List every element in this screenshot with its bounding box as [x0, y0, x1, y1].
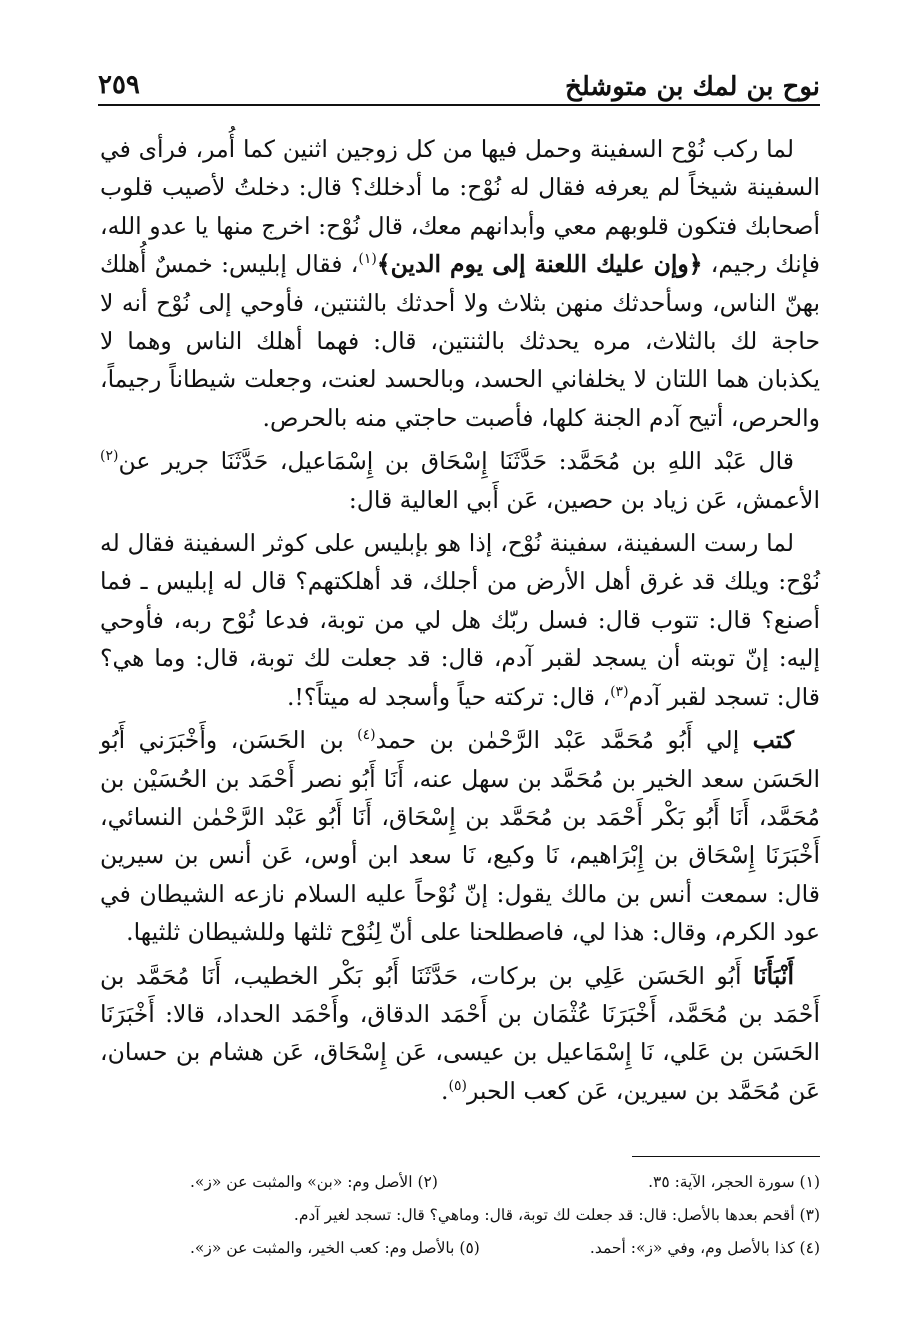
- bold-text: كتب: [752, 726, 795, 755]
- text-run: الأعمش، عَن زياد بن حصين، عَن أَبي العالية قال:: [348, 485, 820, 514]
- bold-text: ﴿وإن عليك اللعنة إلى يوم الدين﴾: [376, 250, 703, 279]
- footnote-marker: (٤): [357, 727, 376, 744]
- footnote-2: (٢) الأصل وم: «بن» والمثبت عن «ز».: [190, 1173, 438, 1191]
- footnote-row: [100, 1166, 820, 1199]
- footnote-marker: (٣): [610, 683, 629, 700]
- paragraph: [100, 957, 820, 1111]
- footnote-4: (٤) كذا بالأصل وم، وفي «ز»: أحمد.: [589, 1239, 820, 1257]
- footnote-marker: (٢): [100, 448, 119, 465]
- footnotes: [100, 1166, 820, 1265]
- text-run: ، قال: تركته حياً وأسجد له ميتاً؟!.: [286, 682, 611, 711]
- paragraph: [100, 442, 820, 519]
- text-run: لما رست السفينة، سفينة نُوْح، إذا هو بإبليس على كوثر السفينة فقال له نُوْح: ويلك قد غرق أهل الأرض من أجلك، قد أهلكتهم؟ قال له إبليس ـ فما أصنع؟ قال: تتوب قال: فسل ربّك هل لي من توبة، فدعا نُوْح ربه، فأوحي إليه: إنّ توبته أن يسجد لقبر آدم، قال: قد جعلت لك توبة، قال: وما هي؟ قال: تسجد لقبر آدم: [100, 529, 820, 711]
- footnote-separator: [632, 1156, 820, 1157]
- text-run: .: [441, 1076, 449, 1105]
- paragraph: [100, 130, 820, 437]
- text-run: أَبُو الحَسَن عَلِي بن بركات، حَدَّثَنَا أَبُو بَكْر الخطيب، أَنَا مُحَمَّد بن أَحْمَد بن مُحَمَّد، أَخْبَرَنَا عُثْمَان بن أَحْمَد الدقاق، وأَحْمَد الحداد، قالا: أَخْبَرَنَا الحَسَن بن عَلي، نَا إِسْمَاعيل بن عيسى، عَن إِسْحَاق، عَن هشام بن حسان، عَن مُحَمَّد بن سيرين، عَن كعب الحبر: [100, 961, 820, 1105]
- paragraph: [100, 721, 820, 951]
- text-run: ، فقال إبليس: خمسٌ أُهلك بهنّ الناس، وسأحدثك منهن بثلاث ولا أحدثك بالثنتين، فأوحي إلى نُوْح أنه لا حاجة لك بالثلاث، مره يحدثك بالثنتين، قال: فهما أهلك الناس وهما لا يكذبان هما اللتان لا يخلفاني الحسد، وبالحسد لعنت، وجعلت شيطاناً رجيماً، والحرص، أتيح آدم الجنة كلها، فأصبت حاجتي منه بالحرص.: [100, 250, 820, 432]
- footnote-marker: (١): [358, 251, 377, 268]
- running-title: نوح بن لمك بن متوشلخ: [565, 72, 820, 102]
- footnote-marker: (٥): [448, 1077, 467, 1094]
- footnote-5: (٥) بالأصل وم: كعب الخير، والمثبت عن «ز».: [190, 1239, 480, 1257]
- footnote-3: (٣) أقحم بعدها بالأصل: قال: قد جعلت لك توبة، قال: وماهي؟ قال: تسجد لغير آدم.: [293, 1206, 820, 1224]
- footnote-row: [100, 1232, 820, 1265]
- page-header: [98, 60, 820, 106]
- paragraph: [100, 524, 820, 716]
- page-number: ٢٥٩: [98, 70, 140, 100]
- footnote-1: (١) سورة الحجر، الآية: ٣٥.: [648, 1173, 820, 1191]
- text-run: لما ركب نُوْح السفينة وحمل فيها من كل زوجين اثنين كما أُمر، فرأى في السفينة شيخاً لم يعرفه فقال له نُوْح: ما أدخلك؟ قال: دخلتُ لأصيب قلوب أصحابك فتكون قلوبهم معي وأبدانهم معك، قال نُوْح: اخرج منها يا عدو الله، فإنك رجيم،: [100, 135, 820, 279]
- text-run: بن الحَسَن، وأَخْبَرَني أَبُو الحَسَن سعد الخير بن مُحَمَّد بن سهل عنه، أَنَا أَبُو نصر أَحْمَد بن الحُسَيْن بن مُحَمَّد، أَنَا أَبُو بَكْر أَحْمَد بن مُحَمَّد بن إِسْحَاق، أَنَا أَبُو عَبْد الرَّحْمٰن النسائي، أَخْبَرَنَا إِسْحَاق بن إِبْرَاهيم، نَا وكيع، نَا سعد ابن أوس، عَن أنس بن سيرين قال: سمعت أنس بن مالك يقول: إنّ نُوْحاً عليه السلام نازعه الشيطان في عود الكرم، وقال: هذا لي، فاصطلحنا على أنّ لِنُوْح ثلثها وللشيطان ثلثيها.: [100, 726, 820, 947]
- text-run: قال عَبْد اللهِ بن مُحَمَّد: حَدَّثَنَا إِسْحَاق بن إِسْمَاعيل، حَدَّثَنَا جرير عن: [118, 447, 794, 476]
- footnote-row: [100, 1199, 820, 1232]
- text-run: إلي أَبُو مُحَمَّد عَبْد الرَّحْمٰن بن حمد: [375, 726, 753, 755]
- bold-text: أَنْبَأَنَا: [752, 961, 794, 990]
- main-text: [100, 130, 820, 1130]
